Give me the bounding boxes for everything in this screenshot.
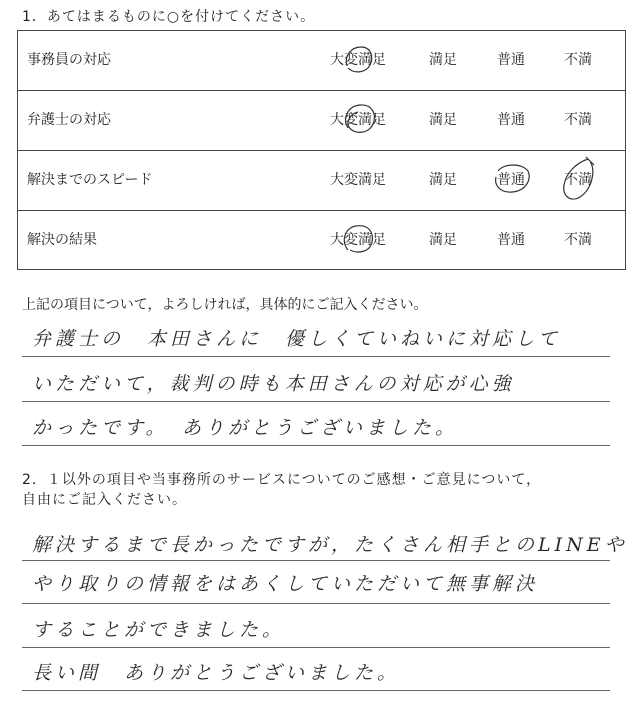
option-neutral: 普通 [497,232,525,248]
row-label-staff: 事務員の対応 [27,52,111,68]
handwritten-comment-line: することができました。 [32,619,286,641]
option-satisfied: 満足 [429,172,457,188]
option-dissatisfied: 不満 [564,172,592,188]
comment-line [22,573,610,604]
question-2-heading-line-2: 自由にご記入ください。 [22,492,187,508]
handwritten-comment-line: いただいて，裁判の時も本田さんの対応が心強 [32,373,515,395]
option-dissatisfied: 不満 [564,232,592,248]
handwritten-comment-line: やり取りの情報をはあくしていただいて無事解決 [32,573,539,595]
comment-line [22,328,610,357]
option-neutral: 普通 [497,172,525,188]
comment-line [22,417,610,446]
handwritten-comment-line: 長い間 ありがとうございました。 [32,662,401,684]
handwritten-comment-line: かったです。 ありがとうございました。 [32,417,458,439]
question-1-comment-area [22,322,610,446]
question-1-followup-prompt: 上記の項目について，よろしければ，具体的にご記入ください。 [22,297,428,313]
row-label-result: 解決の結果 [27,232,97,248]
option-very-satisfied: 大変満足 [330,232,386,248]
comment-line [22,534,628,561]
option-neutral: 普通 [497,52,525,68]
rating-row-speed [18,151,625,211]
rating-table [17,30,626,270]
comment-line [22,619,610,648]
handwritten-comment-line: 解決するまで長かったですが，たくさん相手とのLINEや [32,534,628,556]
option-very-satisfied: 大変満足 [330,172,386,188]
comment-line [22,662,610,691]
rating-row-lawyer [18,91,625,151]
option-dissatisfied: 不満 [564,112,592,128]
row-label-speed: 解決までのスピード [27,172,153,188]
question-2-comment-area [22,520,628,691]
question-2-heading [22,470,541,510]
option-very-satisfied: 大変満足 [330,52,386,68]
option-neutral: 普通 [497,112,525,128]
rating-row-staff [18,31,625,91]
rating-row-result [18,211,625,269]
question-2-heading-line-1: 2．１以外の項目や当事務所のサービスについてのご感想・ご意見について， [22,472,542,488]
comment-line [22,373,610,402]
option-satisfied: 満足 [429,232,457,248]
question-1-heading: 1．あてはまるものに○を付けてください。 [22,9,316,25]
option-satisfied: 満足 [429,112,457,128]
option-very-satisfied: 大変満足 [330,112,386,128]
row-label-lawyer: 弁護士の対応 [27,112,111,128]
option-satisfied: 満足 [429,52,457,68]
option-dissatisfied: 不満 [564,52,592,68]
handwritten-comment-line: 弁護士の 本田さんに 優しくていねいに対応して [32,328,562,350]
